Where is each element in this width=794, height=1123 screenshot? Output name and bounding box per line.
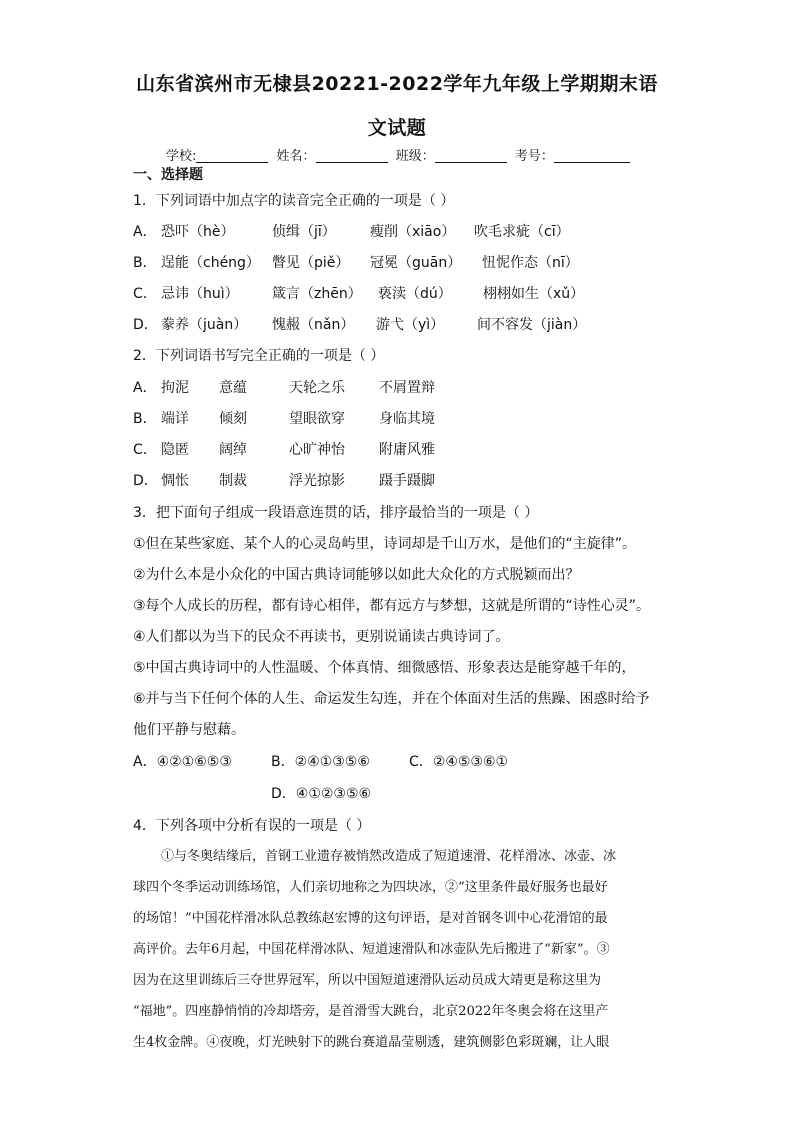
option-label: A． — [133, 224, 157, 240]
exam-no-field[interactable] — [554, 148, 630, 163]
question-3-stem: 3．把下面句子组成一段语意连贯的话，排序最恰当的一项是（ ） — [133, 505, 539, 521]
question-4-stem: 4．下列各项中分析有误的一项是（ ） — [133, 818, 371, 834]
q3-sentence: ④人们都以为当下的民众不再读书，更别说诵读古典诗词了。 — [133, 629, 510, 645]
option-item: 拘泥 — [161, 380, 189, 396]
q3-sentence: ①但在某些家庭、某个人的心灵岛屿里，诗词却是千山万水，是他们的“主旋律”。 — [133, 536, 637, 552]
passage-line: ①与冬奥结缘后，首钢工业遗存被悄然改造成了短道速滑、花样滑冰、冰壶、冰 — [161, 849, 617, 864]
option-label: B． — [133, 255, 157, 271]
option-label: B． — [133, 411, 157, 427]
q3-option-b[interactable]: B．②④①③⑤⑥ — [271, 754, 370, 770]
option-item: 瘦削（xiāo） — [370, 224, 456, 240]
q3-sentence: ②为什么本是小众化的中国古典诗词能够以如此大众化的方式脱颖而出？ — [133, 567, 580, 583]
option-item: 端详 — [161, 411, 189, 427]
option-item: 制裁 — [219, 473, 247, 489]
option-item: 豢养（juàn） — [161, 317, 248, 333]
school-label: 学校: — [166, 149, 197, 164]
option-item: 冠冕（guān） — [370, 255, 462, 271]
option-item: 忌讳（huì） — [161, 286, 239, 302]
passage-line: 因为在这里训练后三夺世界冠军，所以中国短道速滑队运动员成大靖更是称这里为 — [133, 973, 602, 988]
option-label: D． — [133, 473, 158, 489]
name-field[interactable] — [316, 148, 388, 163]
section-heading: 一、选择题 — [133, 167, 203, 183]
option-label: C． — [133, 442, 157, 458]
q3-option-c[interactable]: C．②④⑤③⑥① — [409, 754, 509, 770]
option-label: A． — [133, 380, 157, 396]
option-item: 愧赧（nǎn） — [272, 317, 355, 333]
option-item: 蹑手蹑脚 — [379, 473, 435, 489]
option-item: 浮光掠影 — [289, 473, 345, 489]
option-item: 箴言（zhēn） — [272, 286, 362, 302]
option-item: 逞能（chéng） — [161, 255, 260, 271]
q3-sentence: ⑥并与当下任何个体的人生、命运发生勾连，并在个体面对生活的焦躁、困惑时给予 — [133, 691, 650, 707]
option-item: 望眼欲穿 — [289, 411, 345, 427]
option-item: 游弋（yì） — [376, 317, 445, 333]
option-item: 吹毛求疵（cī） — [474, 224, 570, 240]
option-label: D． — [133, 317, 158, 333]
passage-line: 生4枚金牌。④夜晚，灯光映射下的跳台赛道晶莹剔透，建筑侧影色彩斑斓，让人眼 — [133, 1035, 610, 1050]
option-item: 意蕴 — [219, 380, 247, 396]
option-item: 不屑置辩 — [379, 380, 435, 396]
option-item: 忸怩作态（nī） — [482, 255, 579, 271]
q3-sentence: ⑤中国古典诗词中的人性温暖、个体真情、细微感悟、形象表达是能穿越千年的， — [133, 660, 636, 676]
option-item: 侦缉（jī） — [272, 224, 336, 240]
option-item: 隐匿 — [161, 442, 189, 458]
option-item: 瞥见（piě） — [272, 255, 350, 271]
exam-no-label: 考号： — [514, 149, 554, 164]
q3-sentence: ③每个人成长的历程，都有诗心相伴，都有远方与梦想，这就是所谓的“诗性心灵”。 — [133, 598, 651, 614]
passage-line: 高评价。去年6月起，中国花样滑冰队、短道速滑队和冰壶队先后搬进了“新家”。③ — [133, 942, 610, 957]
school-field[interactable] — [196, 148, 268, 163]
option-item: 恐吓（hè） — [161, 224, 235, 240]
option-item: 阔绰 — [219, 442, 247, 458]
name-label: 姓名： — [276, 149, 316, 164]
question-2-stem: 2．下列词语书写完全正确的一项是（ ） — [133, 348, 385, 364]
option-item: 亵渎（dú） — [378, 286, 452, 302]
passage-line: “福地”。四座静悄悄的冷却塔旁，是首滑雪大跳台，北京2022年冬奥会将在这里产 — [133, 1004, 609, 1019]
option-item: 倾刻 — [219, 411, 247, 427]
passage-line: 的场馆！”中国花样滑冰队总教练赵宏博的这句评语，是对首钢冬训中心花滑馆的最 — [133, 911, 608, 926]
option-item: 天轮之乐 — [289, 380, 345, 396]
class-field[interactable] — [435, 148, 507, 163]
option-item: 身临其境 — [379, 411, 435, 427]
q3-sentence: 他们平静与慰藉。 — [133, 722, 245, 738]
class-label: 班级： — [395, 149, 435, 164]
q3-option-d[interactable]: D．④①②③⑤⑥ — [271, 786, 372, 802]
option-label: C． — [133, 286, 157, 302]
page-title-line1: 山东省滨州市无棣县20221-2022学年九年级上学期期末语 — [136, 73, 658, 95]
question-1-stem: 1．下列词语中加点字的读音完全正确的一项是（ ） — [133, 193, 455, 209]
option-item: 间不容发（jiàn） — [477, 317, 587, 333]
option-item: 附庸风雅 — [379, 442, 435, 458]
option-item: 栩栩如生（xǔ） — [483, 286, 585, 302]
passage-line: 球四个冬季运动训练场馆，人们亲切地称之为四块冰，②“这里条件最好服务也最好 — [133, 880, 608, 895]
option-item: 心旷神怡 — [289, 442, 345, 458]
student-info-line — [166, 145, 634, 164]
q3-option-a[interactable]: A．④②①⑥⑤③ — [133, 754, 232, 770]
page-title-line2: 文试题 — [367, 117, 427, 139]
option-item: 惆怅 — [161, 473, 189, 489]
